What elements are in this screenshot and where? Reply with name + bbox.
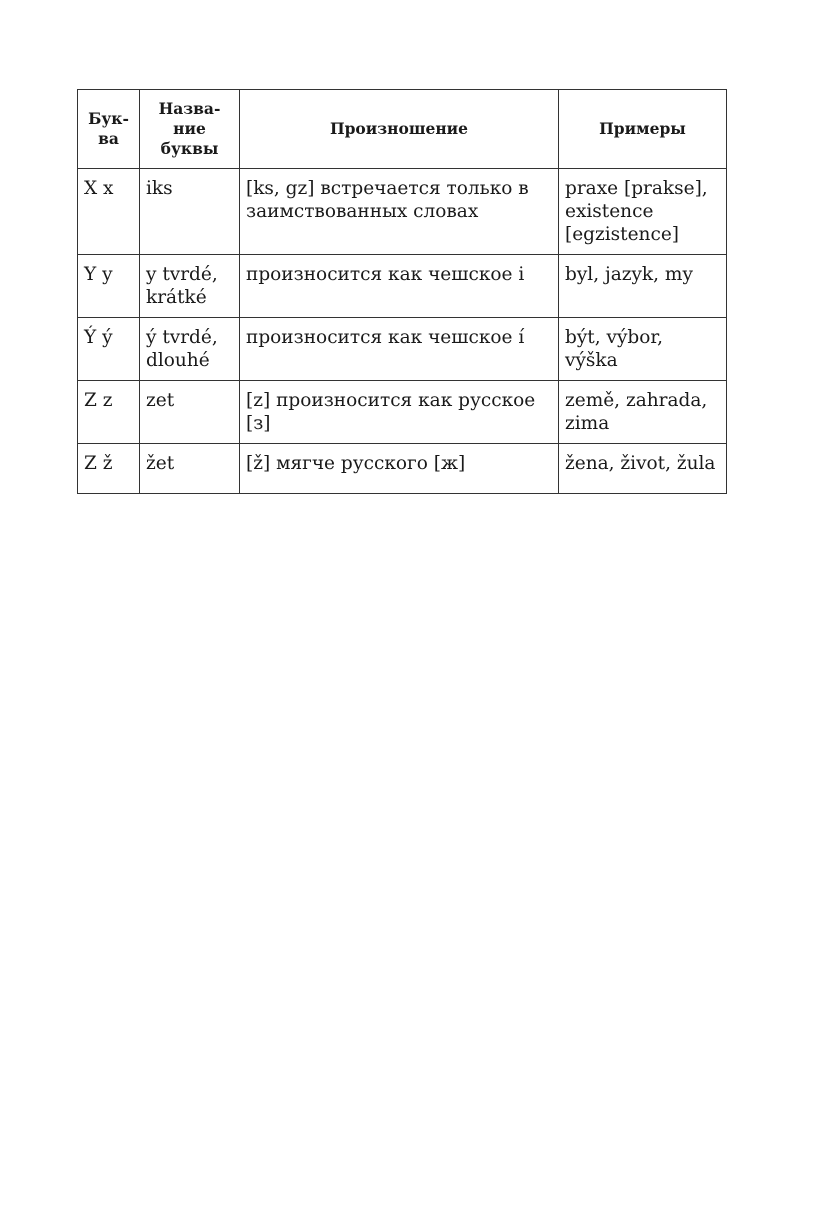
header-pronunciation: Произношение xyxy=(240,90,559,169)
cell-examples: země, zahrada, zima xyxy=(559,381,727,444)
header-letter-line: ва xyxy=(98,129,119,148)
cell-examples: žena, život, žula xyxy=(559,444,727,494)
table-row xyxy=(78,255,727,318)
cell-examples: praxe [prakse], existence [egzistence] xyxy=(559,169,727,255)
header-name-line: Назва- xyxy=(158,99,221,118)
table-row xyxy=(78,381,727,444)
cell-name: zet xyxy=(140,381,240,444)
cell-pronunciation: произносится как чешское í xyxy=(240,318,559,381)
cell-name: iks xyxy=(140,169,240,255)
cell-examples: být, výbor, výška xyxy=(559,318,727,381)
cell-name: žet xyxy=(140,444,240,494)
table-row xyxy=(78,169,727,255)
cell-letter: X x xyxy=(78,169,140,255)
cell-name: y tvrdé, krátké xyxy=(140,255,240,318)
header-examples: Примеры xyxy=(559,90,727,169)
header-letter xyxy=(78,90,140,169)
cell-letter: Z ž xyxy=(78,444,140,494)
table-row xyxy=(78,444,727,494)
table-row xyxy=(78,318,727,381)
header-name xyxy=(140,90,240,169)
alphabet-table xyxy=(77,89,727,494)
cell-letter: Ý ý xyxy=(78,318,140,381)
cell-pronunciation: [ks, gz] встречается только в заимствованных словах xyxy=(240,169,559,255)
header-name-line: буквы xyxy=(160,139,219,158)
table-header-row xyxy=(78,90,727,169)
cell-pronunciation: [z] произносится как русское [з] xyxy=(240,381,559,444)
cell-letter: Z z xyxy=(78,381,140,444)
header-name-line: ние xyxy=(173,119,206,138)
header-letter-line: Бук- xyxy=(88,109,129,128)
cell-pronunciation: произносится как чешское i xyxy=(240,255,559,318)
cell-examples: byl, jazyk, my xyxy=(559,255,727,318)
cell-letter: Y y xyxy=(78,255,140,318)
cell-pronunciation: [ž] мягче русского [ж] xyxy=(240,444,559,494)
cell-name: ý tvrdé, dlouhé xyxy=(140,318,240,381)
